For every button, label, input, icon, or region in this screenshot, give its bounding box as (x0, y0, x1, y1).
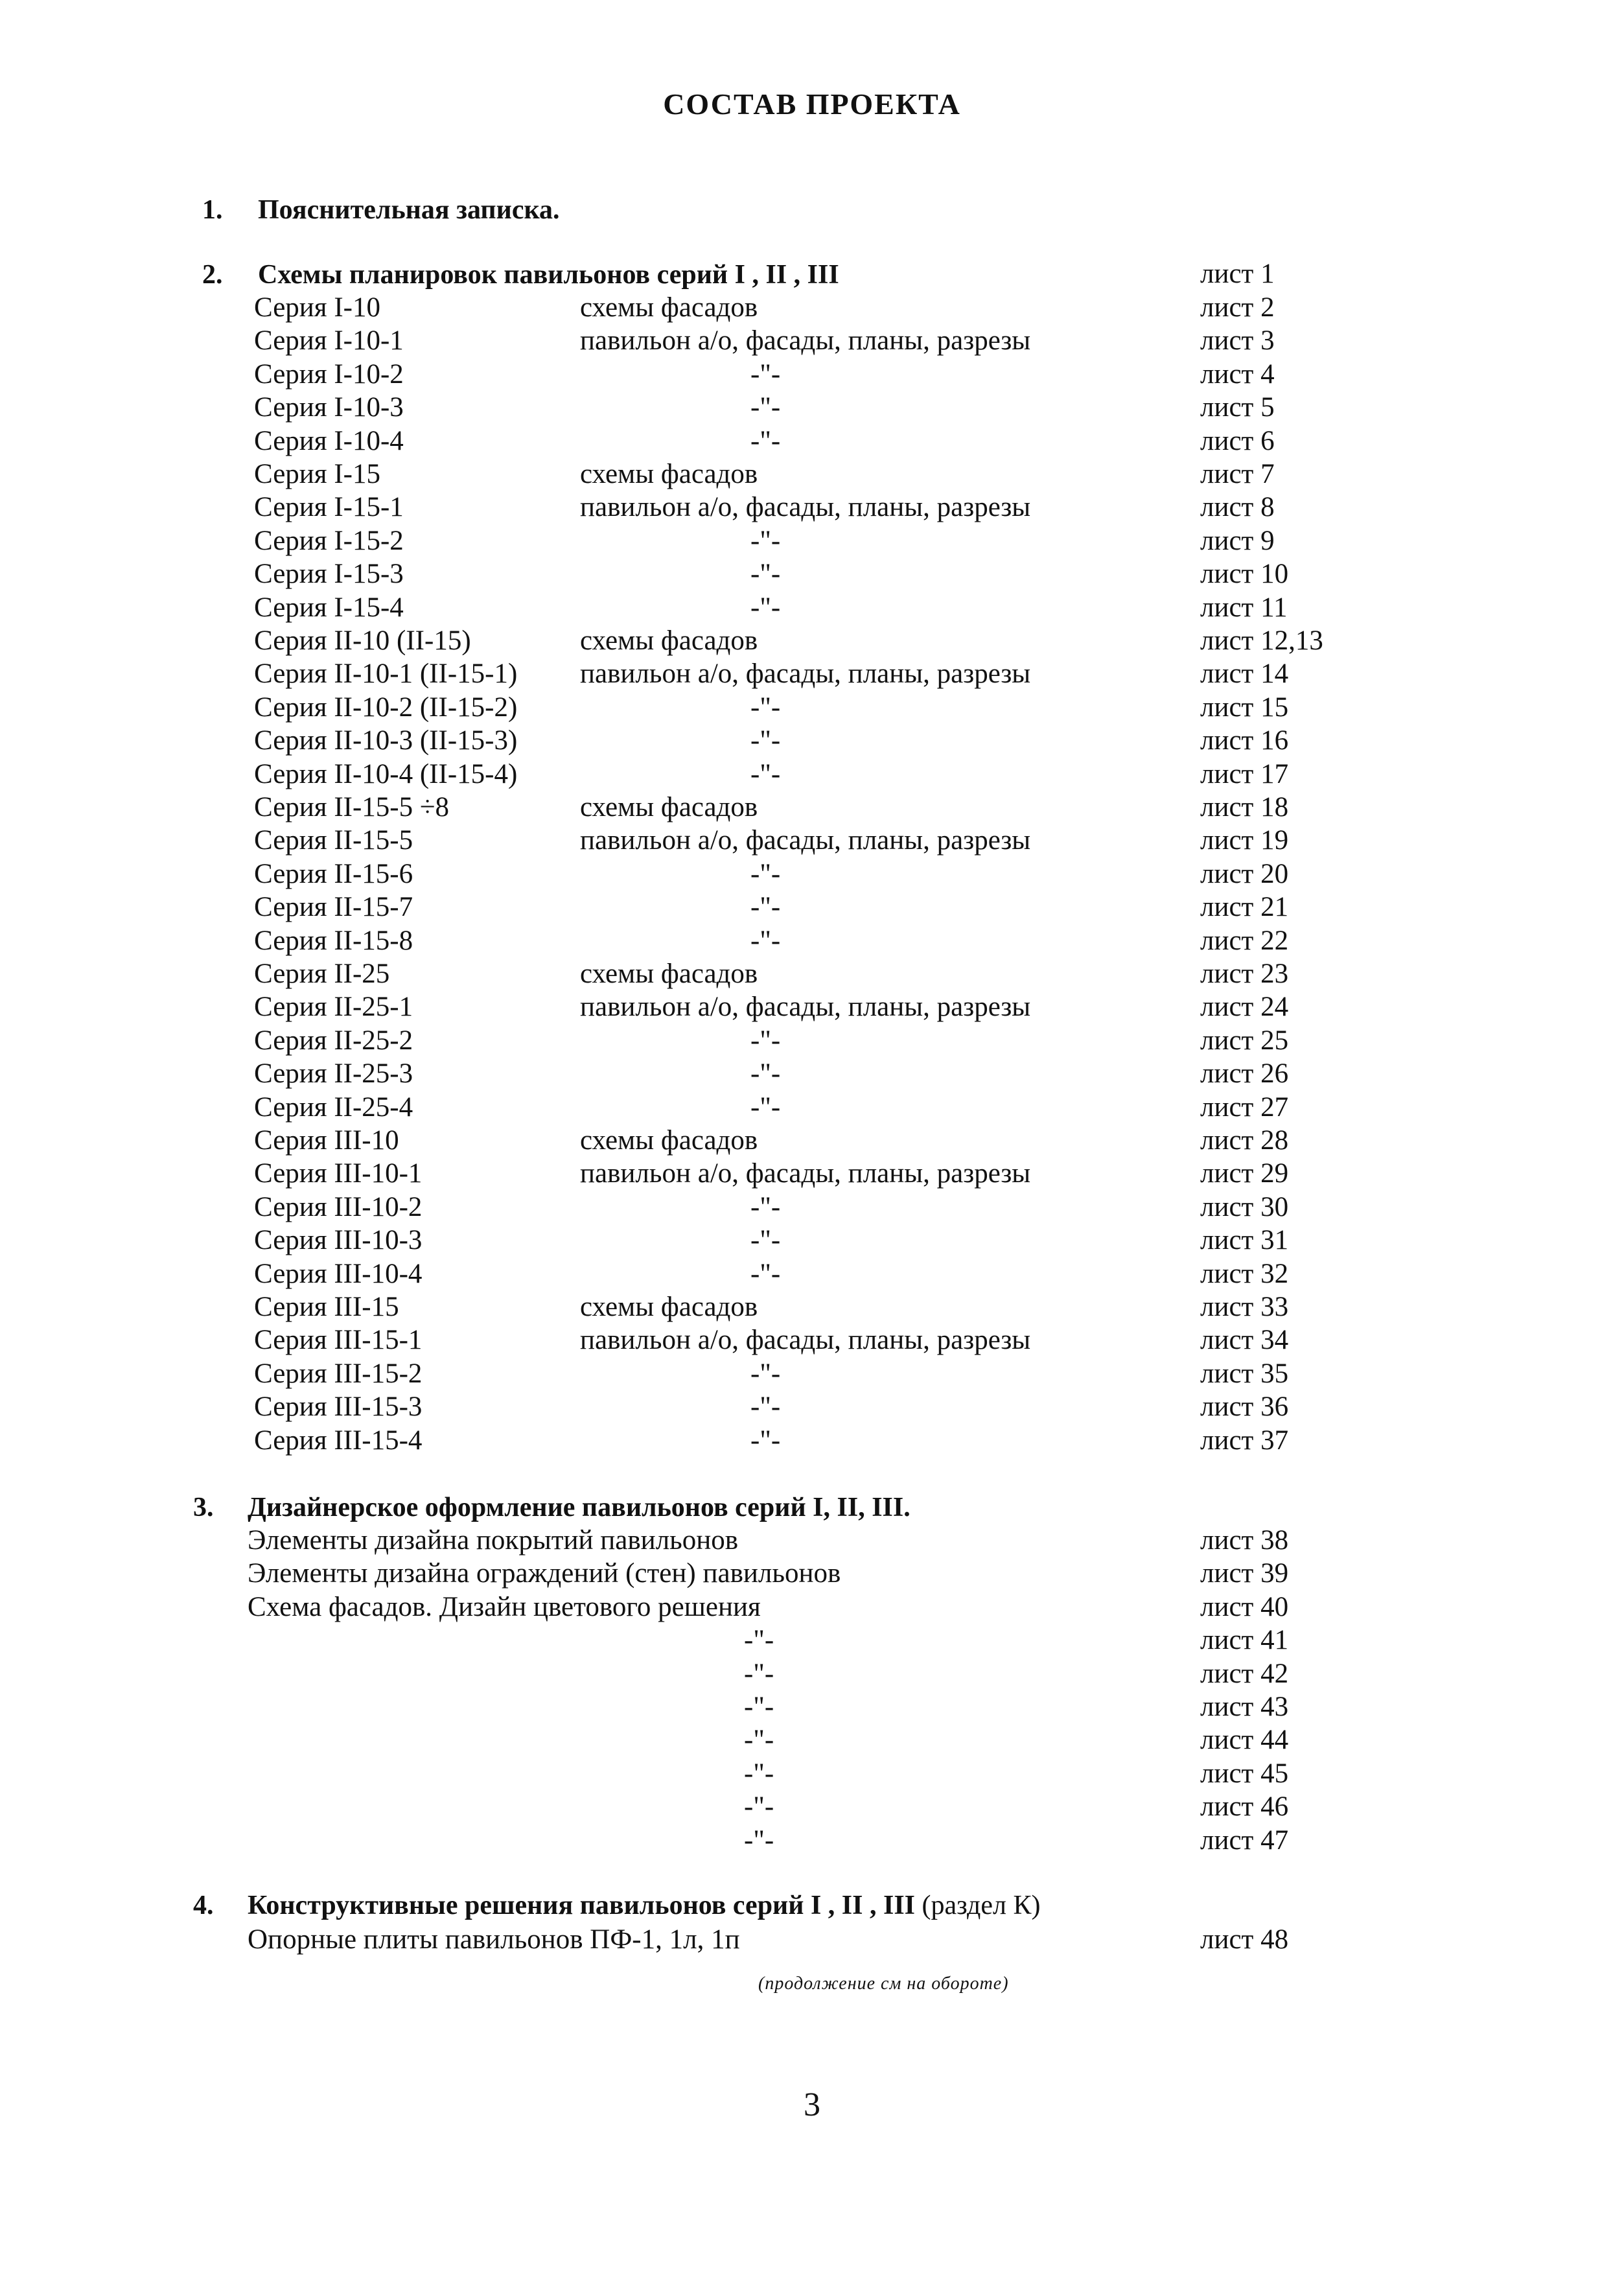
series-label: Серия I-10-1 (254, 325, 404, 356)
series-label: Серия I-15-4 (254, 592, 404, 623)
ditto-mark: -"- (750, 525, 781, 556)
sheet-description: павильон а/о, фасады, планы, разрезы (580, 825, 1031, 856)
ditto-mark: -"- (750, 1091, 781, 1123)
section-3-number: 3. (193, 1493, 214, 1522)
series-label: Элементы дизайна ограждений (стен) павильонов (248, 1558, 841, 1589)
list-item (0, 1924, 1624, 1957)
list-item (0, 991, 1624, 1025)
section-1-heading: Пояснительная записка. (258, 195, 560, 225)
series-label: Серия III-10-2 (254, 1191, 423, 1222)
ditto-mark: -"- (744, 1658, 774, 1689)
page-title: СОСТАВ ПРОЕКТА (663, 87, 961, 121)
sheet-number: лист 47 (1200, 1824, 1289, 1856)
list-item (0, 1691, 1624, 1725)
list-item (0, 725, 1624, 758)
ditto-mark: -"- (750, 725, 781, 756)
ditto-mark: -"- (750, 892, 781, 923)
sheet-number: лист 25 (1200, 1025, 1289, 1056)
list-item (0, 1658, 1624, 1692)
series-label: Опорные плиты павильонов ПФ-1, 1л, 1п (248, 1924, 740, 1955)
list-item (0, 1058, 1624, 1091)
sheet-number: лист 41 (1200, 1625, 1289, 1656)
ditto-mark: -"- (750, 358, 781, 390)
sheet-description: схемы фасадов (580, 792, 758, 822)
ditto-mark: -"- (750, 692, 781, 723)
list-item (0, 1557, 1624, 1591)
sheet-number: лист 24 (1200, 992, 1289, 1023)
sheet-number: лист 37 (1200, 1425, 1289, 1456)
series-label: Серия II-10-1 (II-15-1) (254, 658, 518, 690)
section-2-heading: Схемы планировок павильонов серий I , II , III (258, 260, 839, 290)
section-4-heading (248, 1890, 1040, 1921)
series-label: Схема фасадов. Дизайн цветового решения (248, 1591, 761, 1622)
page-number: 3 (804, 2086, 820, 2123)
list-item (0, 1291, 1624, 1325)
list-item (0, 1524, 1624, 1558)
sheet-description: схемы фасадов (580, 459, 758, 489)
sheet-number: лист 5 (1200, 392, 1275, 423)
sheet-number: лист 32 (1200, 1258, 1289, 1289)
list-item (0, 1724, 1624, 1758)
sheet-number: лист 34 (1200, 1325, 1289, 1356)
series-label: Серия I-15-1 (254, 492, 404, 523)
section-1-number: 1. (202, 195, 223, 225)
sheet-number: лист 40 (1200, 1591, 1289, 1622)
ditto-mark: -"- (750, 425, 781, 456)
ditto-mark: -"- (750, 1425, 781, 1456)
section-4-heading-suffix: (раздел К) (922, 1891, 1041, 1920)
section-4-heading-main: Конструктивные решения павильонов серий I , II , III (248, 1891, 916, 1920)
list-item (0, 391, 1624, 425)
ditto-mark: -"- (744, 1625, 774, 1656)
list-item (0, 692, 1624, 725)
sheet-number: лист 28 (1200, 1125, 1289, 1156)
list-item (0, 592, 1624, 625)
ditto-mark: -"- (750, 1358, 781, 1389)
sheet-number: лист 2 (1200, 292, 1275, 323)
ditto-mark: -"- (744, 1824, 774, 1856)
sheet-number: лист 20 (1200, 858, 1289, 889)
sheet-number: лист 3 (1200, 325, 1275, 356)
series-label: Серия III-15-2 (254, 1358, 423, 1389)
series-label: Серия I-10-3 (254, 392, 404, 423)
list-item (0, 1758, 1624, 1791)
sheet-number: лист 27 (1200, 1091, 1289, 1123)
series-label: Серия I-15-2 (254, 525, 404, 556)
list-item (0, 858, 1624, 892)
sheet-description: схемы фасадов (580, 625, 758, 656)
series-label: Серия II-15-6 (254, 858, 413, 889)
sheet-number: лист 19 (1200, 825, 1289, 856)
series-label: Серия II-15-5 ÷8 (254, 792, 449, 822)
list-item (0, 758, 1624, 792)
sheet-description: схемы фасадов (580, 292, 758, 323)
list-item (0, 625, 1624, 658)
series-label: Серия III-15-3 (254, 1392, 423, 1423)
sheet-number: лист 36 (1200, 1392, 1289, 1423)
list-item (0, 1391, 1624, 1425)
sheet-number: лист 7 (1200, 459, 1275, 489)
sheet-number: лист 46 (1200, 1791, 1289, 1823)
ditto-mark: -"- (750, 592, 781, 623)
list-item (0, 325, 1624, 358)
series-label: Серия III-15-1 (254, 1325, 423, 1356)
series-label: Серия III-15-4 (254, 1425, 423, 1456)
sheet-number: лист 6 (1200, 425, 1275, 456)
sheet-number: лист 15 (1200, 692, 1289, 723)
sheet-description: павильон а/о, фасады, планы, разрезы (580, 325, 1031, 356)
sheet-number: лист 16 (1200, 725, 1289, 756)
series-label: Серия I-10-4 (254, 425, 404, 456)
list-item (0, 558, 1624, 592)
series-label: Серия II-25 (254, 959, 390, 989)
list-item (0, 1224, 1624, 1258)
ditto-mark: -"- (750, 758, 781, 789)
section-3-heading: Дизайнерское оформление павильонов серий I, II, III. (248, 1493, 911, 1522)
sheet-description: схемы фасадов (580, 1125, 758, 1156)
ditto-mark: -"- (750, 925, 781, 956)
sheet-number: лист 14 (1200, 658, 1289, 690)
sheet-number: лист 9 (1200, 525, 1275, 556)
sheet-description: павильон а/о, фасады, планы, разрезы (580, 992, 1031, 1023)
sheet-number: лист 35 (1200, 1358, 1289, 1389)
sheet-number: лист 12,13 (1200, 625, 1323, 656)
ditto-mark: -"- (750, 1225, 781, 1256)
sheet-number: лист 21 (1200, 892, 1289, 923)
list-item (0, 958, 1624, 992)
series-label: Серия II-15-8 (254, 925, 413, 956)
list-item (0, 358, 1624, 392)
list-item (0, 1025, 1624, 1058)
sheet-description: павильон а/о, фасады, планы, разрезы (580, 1158, 1031, 1189)
series-label: Серия II-10 (II-15) (254, 625, 471, 656)
section-2-number: 2. (202, 260, 223, 290)
series-label: Серия II-10-3 (II-15-3) (254, 725, 518, 756)
section-4-number: 4. (193, 1891, 214, 1920)
list-item (0, 791, 1624, 825)
list-item (0, 1425, 1624, 1458)
sheet-number: лист 43 (1200, 1692, 1289, 1722)
series-label: Серия II-15-7 (254, 892, 413, 923)
sheet-number: лист 31 (1200, 1225, 1289, 1256)
series-label: Серия II-10-4 (II-15-4) (254, 758, 518, 789)
series-label: Элементы дизайна покрытий павильонов (248, 1525, 739, 1556)
continuation-note: (продолжение см на обороте) (758, 1974, 1009, 1994)
ditto-mark: -"- (750, 1392, 781, 1423)
ditto-mark: -"- (750, 1258, 781, 1289)
list-item (0, 1591, 1624, 1625)
ditto-mark: -"- (750, 1058, 781, 1090)
sheet-number: лист 18 (1200, 792, 1289, 822)
sheet-number: лист 48 (1200, 1924, 1289, 1955)
ditto-mark: -"- (750, 1025, 781, 1056)
ditto-mark: -"- (750, 858, 781, 889)
list-item (0, 891, 1624, 925)
sheet-number: лист 23 (1200, 959, 1289, 989)
series-label: Серия II-25-3 (254, 1058, 413, 1090)
series-label: Серия III-10-4 (254, 1258, 423, 1289)
list-item (0, 1191, 1624, 1225)
ditto-mark: -"- (750, 392, 781, 423)
list-item (0, 491, 1624, 525)
ditto-mark: -"- (744, 1725, 774, 1756)
series-label: Серия II-25-4 (254, 1091, 413, 1123)
list-item (0, 1125, 1624, 1158)
sheet-description: схемы фасадов (580, 1292, 758, 1322)
ditto-mark: -"- (744, 1791, 774, 1823)
list-item (0, 1258, 1624, 1292)
sheet-number: лист 38 (1200, 1525, 1289, 1556)
list-item (0, 658, 1624, 692)
list-item (0, 1324, 1624, 1358)
list-item (0, 425, 1624, 459)
series-label: Серия I-15 (254, 459, 380, 489)
sheet-number: лист 26 (1200, 1058, 1289, 1090)
series-label: Серия II-25-2 (254, 1025, 413, 1056)
sheet-number: лист 42 (1200, 1658, 1289, 1689)
list-item (0, 292, 1624, 325)
sheet-number: лист 10 (1200, 559, 1289, 590)
sheet-number: лист 45 (1200, 1758, 1289, 1789)
list-item (0, 1091, 1624, 1125)
sheet-number: лист 4 (1200, 358, 1275, 390)
series-label: Серия II-25-1 (254, 992, 413, 1023)
sheet-number: лист 33 (1200, 1292, 1289, 1322)
sheet-number: лист 29 (1200, 1158, 1289, 1189)
list-item (0, 1624, 1624, 1658)
series-label: Серия III-10-1 (254, 1158, 423, 1189)
list-item (0, 458, 1624, 492)
list-item (0, 1791, 1624, 1824)
list-item (0, 1158, 1624, 1191)
sheet-number: лист 22 (1200, 925, 1289, 956)
series-label: Серия III-10-3 (254, 1225, 423, 1256)
list-item (0, 925, 1624, 959)
sheet-number: лист 8 (1200, 492, 1275, 523)
series-label: Серия I-15-3 (254, 559, 404, 590)
ditto-mark: -"- (744, 1692, 774, 1722)
ditto-mark: -"- (750, 1191, 781, 1222)
sheet-description: схемы фасадов (580, 959, 758, 989)
series-label: Серия III-15 (254, 1292, 399, 1322)
sheet-number: лист 30 (1200, 1191, 1289, 1222)
list-item (0, 1358, 1624, 1392)
list-item (0, 525, 1624, 559)
sheet-description: павильон а/о, фасады, планы, разрезы (580, 658, 1031, 690)
sheet-description: павильон а/о, фасады, планы, разрезы (580, 492, 1031, 523)
series-label: Серия II-10-2 (II-15-2) (254, 692, 518, 723)
ditto-mark: -"- (750, 559, 781, 590)
list-item (0, 824, 1624, 858)
sheet-description: павильон а/о, фасады, планы, разрезы (580, 1325, 1031, 1356)
series-label: Серия II-15-5 (254, 825, 413, 856)
series-label: Серия I-10 (254, 292, 380, 323)
sheet-number: лист 44 (1200, 1725, 1289, 1756)
sheet-number: лист 17 (1200, 758, 1289, 789)
section-2-sheet: лист 1 (1200, 259, 1275, 289)
sheet-number: лист 39 (1200, 1558, 1289, 1589)
ditto-mark: -"- (744, 1758, 774, 1789)
series-label: Серия I-10-2 (254, 358, 404, 390)
sheet-number: лист 11 (1200, 592, 1288, 623)
list-item (0, 1824, 1624, 1858)
series-label: Серия III-10 (254, 1125, 399, 1156)
